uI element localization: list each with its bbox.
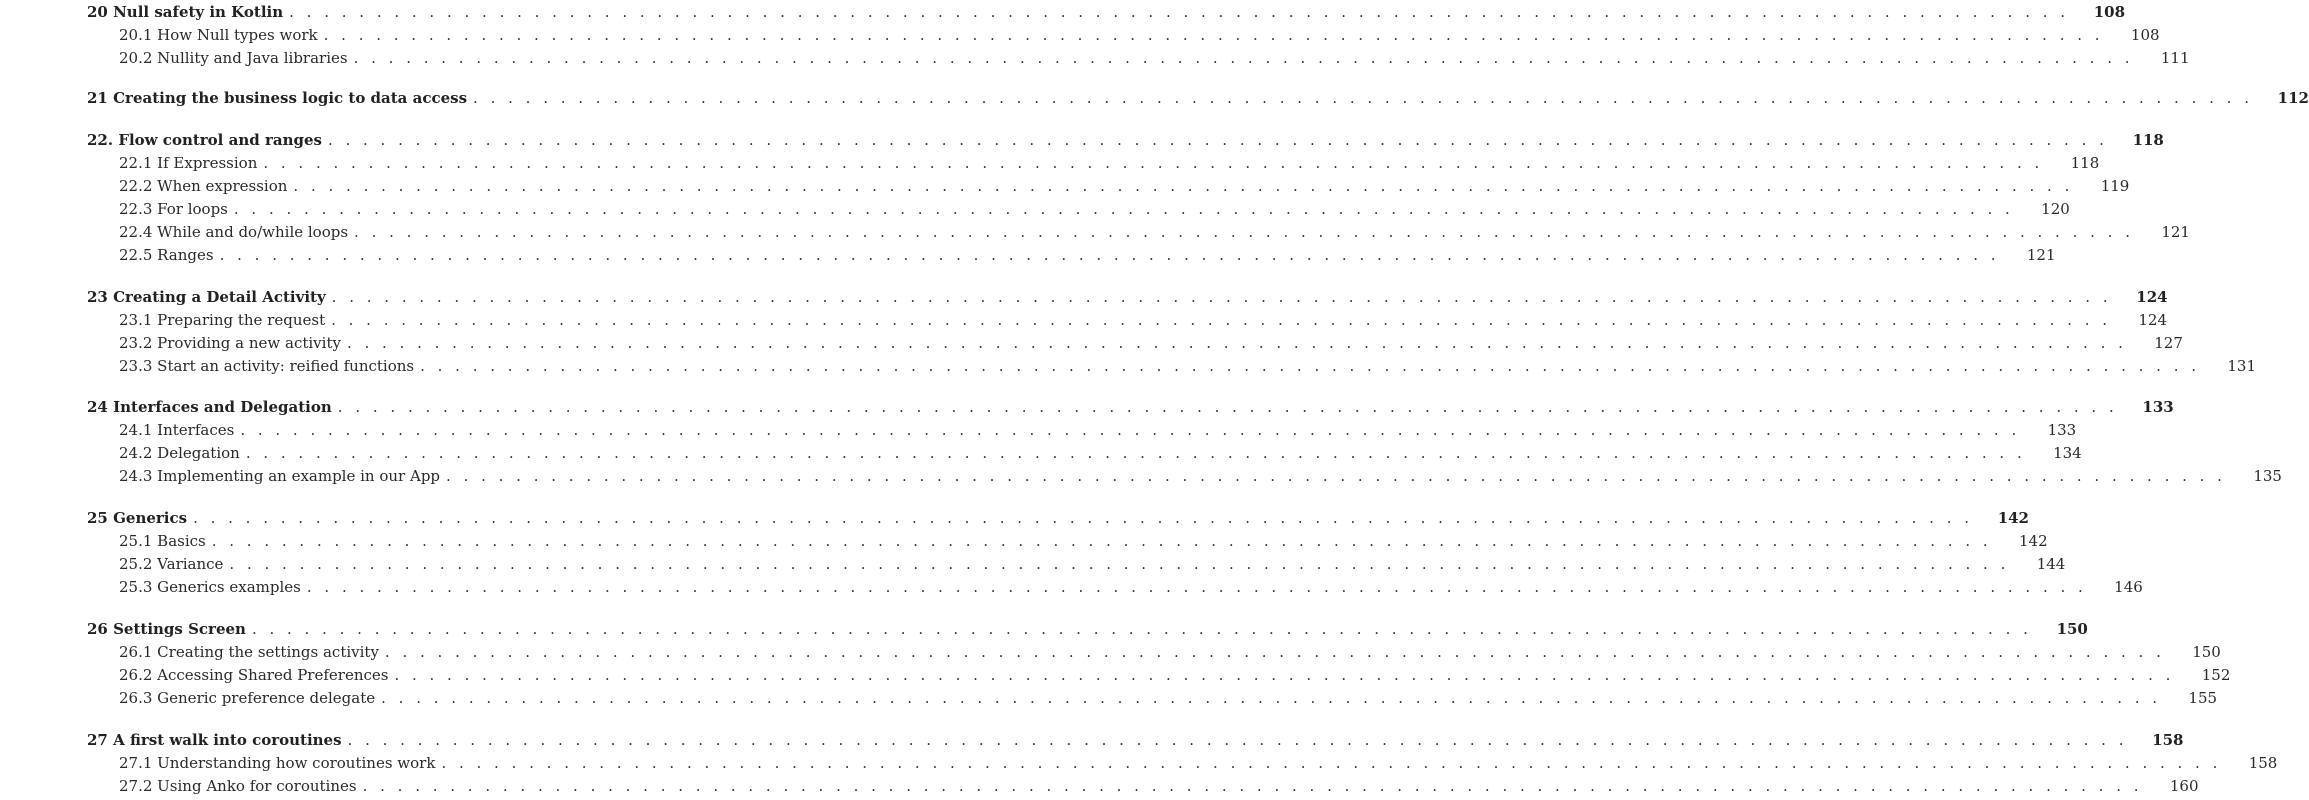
section-entry[interactable] [0,689,2218,711]
section-page-number: 127 [2154,334,2183,352]
section-entry[interactable] [0,467,2282,489]
section-entry[interactable] [0,334,2183,356]
dot-leader [328,131,2108,149]
dot-leader [229,555,2009,573]
section-title: 22.4 While and do/while loops [119,223,349,241]
section-page-number: 120 [2041,200,2070,218]
dot-leader [473,89,2253,107]
dot-leader [446,467,2226,485]
section-title: 20.1 How Null types work [119,26,318,44]
section-page-number: 111 [2160,49,2190,67]
section-entry[interactable] [0,532,2048,554]
section-title: 22.5 Ranges [119,246,214,264]
section-entry[interactable] [0,555,2066,577]
section-title: 23.1 Preparing the request [119,311,326,329]
section-page-number: 121 [2026,246,2056,264]
dot-leader [293,177,2073,195]
section-page-number: 119 [2100,177,2130,195]
dot-leader [220,246,2000,264]
dot-leader [331,311,2111,329]
chapter-page-number: 158 [2152,731,2184,749]
section-entry[interactable] [0,223,2190,245]
section-entry[interactable] [0,754,2278,776]
chapter-page-number: 118 [2132,131,2164,149]
section-entry[interactable] [0,200,2070,222]
section-title: 24.1 Interfaces [119,421,235,439]
chapter-title: 26 Settings Screen [87,620,246,638]
section-entry[interactable] [0,177,2130,199]
section-entry[interactable] [0,49,2190,71]
section-page-number: 144 [2036,555,2066,573]
section-entry[interactable] [0,357,2257,379]
chapter-entry[interactable] [0,131,2164,153]
section-entry[interactable] [0,246,2056,268]
dot-leader [263,154,2043,172]
dot-leader [420,357,2200,375]
section-title: 26.1 Creating the settings activity [119,643,379,661]
section-title: 20.2 Nullity and Java libraries [119,49,348,67]
dot-leader [338,398,2118,416]
chapter-entry[interactable] [0,89,2309,111]
section-entry[interactable] [0,26,2160,48]
chapter-title: 20 Null safety in Kotlin [87,3,284,21]
chapter-entry[interactable] [0,509,2029,531]
chapter-page-number: 108 [2093,3,2126,21]
section-title: 25.2 Variance [119,555,224,573]
dot-leader [348,731,2128,749]
chapter-title: 25 Generics [87,509,188,527]
chapter-title: 21 Creating the business logic to data access [87,89,468,107]
section-page-number: 158 [2248,754,2278,772]
section-title: 27.2 Using Anko for coroutines [119,777,357,795]
chapter-page-number: 112 [2277,89,2309,107]
dot-leader [363,777,2143,795]
section-title: 25.1 Basics [119,532,206,550]
section-page-number: 135 [2253,467,2282,485]
section-entry[interactable] [0,154,2100,176]
chapter-title: 24 Interfaces and Delegation [87,398,332,416]
chapter-page-number: 133 [2142,398,2174,416]
chapter-entry[interactable] [0,288,2168,310]
dot-leader [234,200,2014,218]
dot-leader [212,532,1992,550]
section-entry[interactable] [0,444,2082,466]
section-entry[interactable] [0,666,2231,688]
section-title: 23.3 Start an activity: reified functions [119,357,415,375]
dot-leader [289,3,2069,21]
section-page-number: 152 [2201,666,2231,684]
section-title: 22.3 For loops [119,200,228,218]
chapter-entry[interactable] [0,731,2184,753]
chapter-entry[interactable] [0,3,2126,25]
dot-leader [307,578,2087,596]
dot-leader [332,288,2112,306]
section-title: 27.1 Understanding how coroutines work [119,754,436,772]
dot-leader [354,223,2134,241]
dot-leader [354,49,2134,67]
section-entry[interactable] [0,643,2221,665]
section-title: 24.3 Implementing an example in our App [119,467,441,485]
section-page-number: 155 [2188,689,2218,707]
chapter-page-number: 124 [2136,288,2168,306]
chapter-entry[interactable] [0,398,2174,420]
chapter-entry[interactable] [0,620,2088,642]
section-title: 22.2 When expression [119,177,288,195]
chapter-title: 22. Flow control and ranges [87,131,322,149]
section-page-number: 142 [2019,532,2048,550]
section-page-number: 124 [2138,311,2168,329]
chapter-page-number: 150 [2056,620,2088,638]
dot-leader [394,666,2174,684]
section-page-number: 146 [2114,578,2143,596]
section-page-number: 134 [2053,444,2082,462]
section-page-number: 150 [2192,643,2221,661]
dot-leader [347,334,2127,352]
section-title: 26.3 Generic preference delegate [119,689,376,707]
section-page-number: 118 [2070,154,2100,172]
section-entry[interactable] [0,311,2168,333]
section-entry[interactable] [0,421,2077,443]
dot-leader [441,754,2221,772]
section-title: 22.1 If Expression [119,154,258,172]
section-entry[interactable] [0,777,2199,799]
section-entry[interactable] [0,578,2143,600]
chapter-title: 23 Creating a Detail Activity [87,288,326,306]
section-title: 25.3 Generics examples [119,578,301,596]
section-page-number: 133 [2047,421,2077,439]
section-page-number: 160 [2169,777,2199,795]
dot-leader [246,444,2026,462]
section-title: 23.2 Providing a new activity [119,334,341,352]
dot-leader [381,689,2161,707]
section-title: 26.2 Accessing Shared Preferences [119,666,389,684]
dot-leader [324,26,2104,44]
dot-leader [240,421,2020,439]
section-page-number: 131 [2227,357,2257,375]
section-page-number: 108 [2130,26,2160,44]
section-page-number: 121 [2161,223,2190,241]
chapter-title: 27 A first walk into coroutines [87,731,342,749]
dot-leader [385,643,2165,661]
dot-leader [193,509,1973,527]
chapter-page-number: 142 [1997,509,2029,527]
dot-leader [252,620,2032,638]
section-title: 24.2 Delegation [119,444,240,462]
